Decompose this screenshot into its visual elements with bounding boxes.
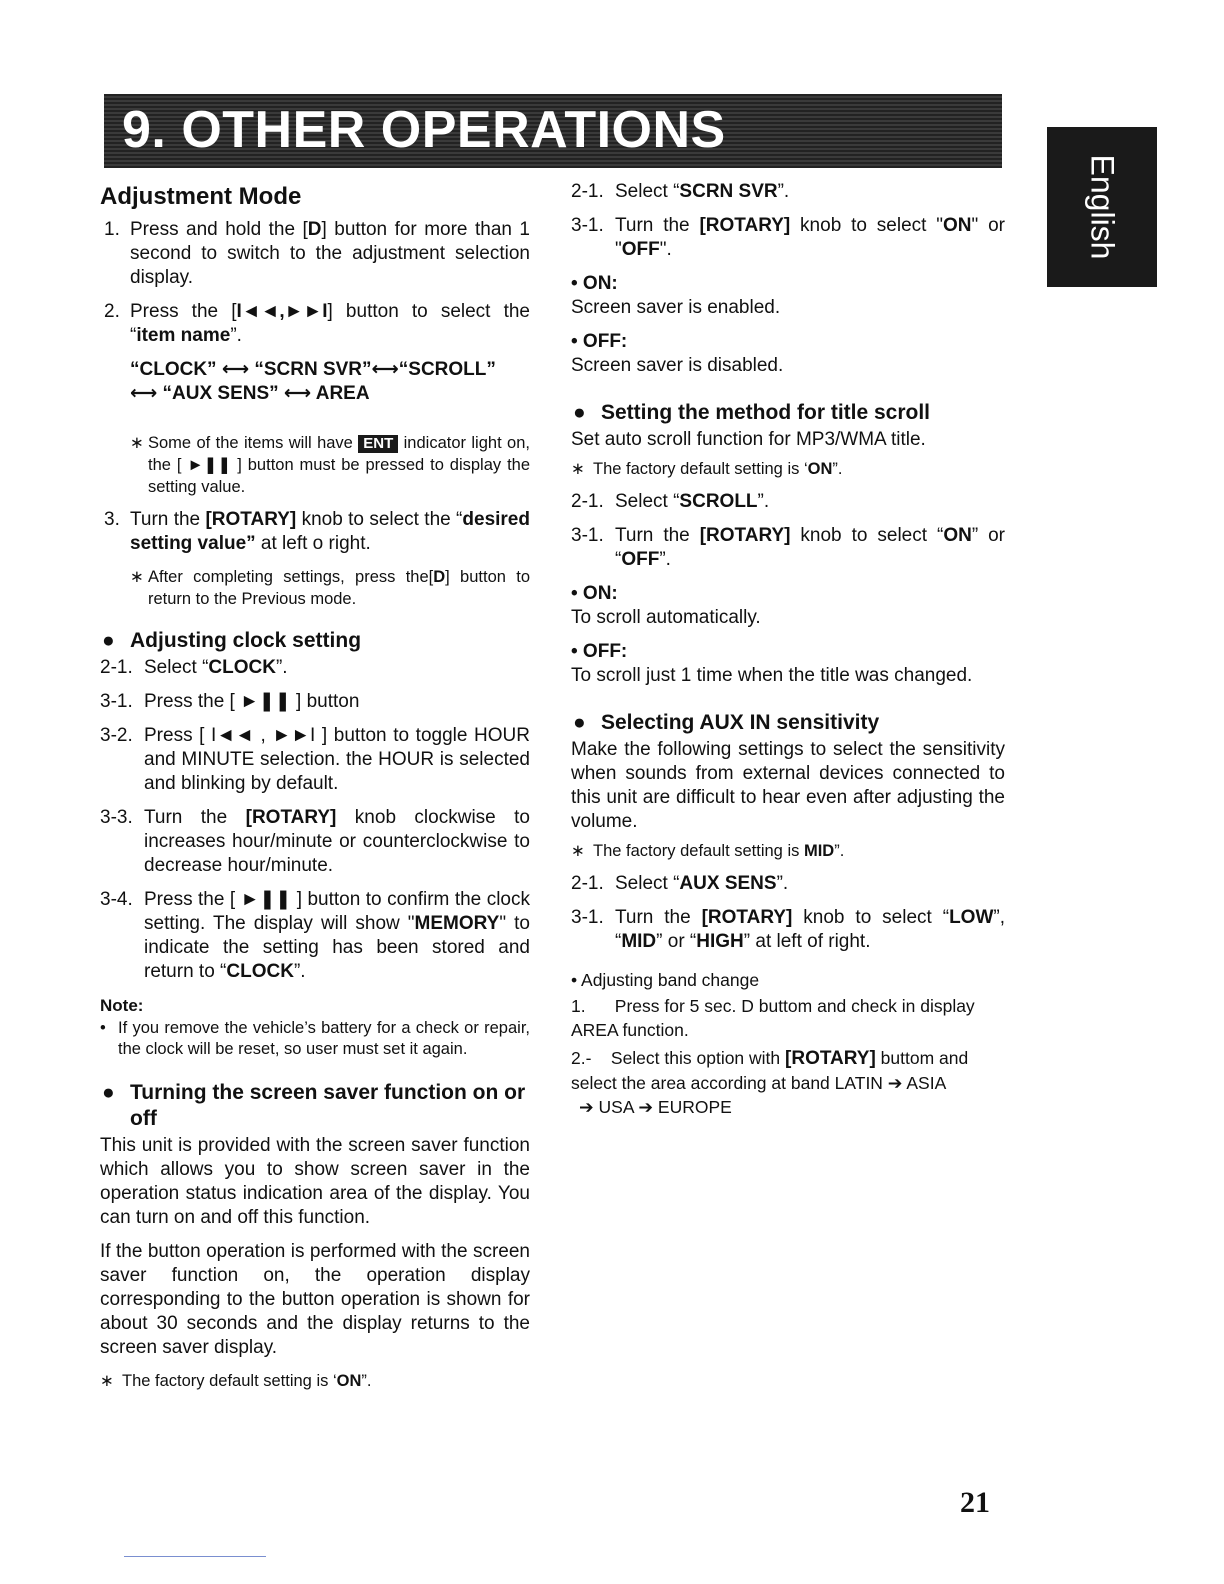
step-number: 3-3. [100,807,133,828]
step-1 [100,218,530,290]
step-text: ”. [230,325,242,346]
step-text: ] button for more than 1 second to switch to the adjustment selection display. [130,219,530,288]
step-number: 2-1. [100,657,133,678]
asterisk-icon: ∗ [100,1372,114,1390]
aux-step-2-1 [571,872,1005,896]
band-change-block [571,968,1005,1119]
note-text: ”. [361,1372,372,1390]
clock-step-3-3 [100,806,530,878]
aux-step-3-1 [571,906,1005,954]
step-text: knob to select the “ [296,509,463,530]
bold-term: MID [803,842,835,860]
title-scroll-default-note [571,458,1005,480]
step-text: ”, “ [615,907,1005,952]
saver-off-text: Screen saver is disabled. [571,355,784,376]
aux-section-heading [571,710,1005,736]
step-text: Turn the [144,807,246,828]
step-text: knob to select “ [792,907,950,928]
step-text: ”. [659,549,671,570]
bold-term: CLOCK [208,657,276,678]
step-number: 3-1. [100,691,133,712]
step-text: Press the [ ►❚❚ ] button to confirm the clock setting. The display will show " [144,889,530,934]
clock-step-3-1 [100,690,530,714]
step-text: " to indicate the setting has been stored and return to “ [144,913,530,982]
step-number: 1. [104,219,120,240]
bullet-icon: ● [573,711,586,734]
step-number: 3-2. [100,725,133,746]
band-change-heading: • Adjusting band change [571,970,760,990]
aux-default-note [571,840,1005,862]
note-text: The factory default setting is ‘ [122,1372,337,1390]
saver-step-2-1 [571,180,1005,204]
footer-rule [124,1556,266,1557]
battery-note [100,1018,530,1060]
clock-step-2-1 [100,656,530,680]
scroll-on-text: To scroll automatically. [571,607,761,628]
note-heading: Note: [100,996,144,1015]
screen-saver-section-heading [100,1080,530,1132]
section-banner [104,94,1002,168]
note-text: After completing settings, press the[ [148,568,434,586]
step-text: Press the [ ►❚❚ ] button [144,691,360,712]
bold-term: item name [136,325,231,346]
note-text: ”. [834,842,845,860]
key-label: [ROTARY] [699,215,791,236]
step-number: 3-1. [571,525,604,546]
key-label: D [307,219,322,240]
right-column [571,180,1005,1119]
key-label: D [433,568,446,586]
bold-term: OFF [621,549,660,570]
heading-text: Setting the method for title scroll [601,401,931,424]
step-text: Turn the [130,509,206,530]
step-text: knob to select " [790,215,943,236]
screen-saver-default-note [100,1370,530,1392]
step-text: Select “ [615,873,680,894]
scroll-step-2-1 [571,490,1005,514]
step-text: Press the [ [130,301,237,322]
bullet-icon: • [100,1019,106,1037]
item-options [100,358,530,406]
step-text: at left o right. [255,533,371,554]
step-number: 2-1. [571,491,604,512]
step-text: ] button to select the “ [130,301,530,346]
bold-term: CLOCK [226,961,294,982]
item-options-line-1: “CLOCK” ⟷ “SCRN SVR”⟷“SCROLL” [130,359,496,380]
scroll-off-label: • OFF: [571,641,628,662]
note-text: The factory default setting is ‘ [593,460,808,478]
note-text: ”. [832,460,843,478]
note-text: Some of the items will have [148,434,353,452]
step-text: ”. [275,657,288,678]
clock-step-3-4 [100,888,530,984]
bold-term: SCRN SVR [679,181,778,202]
key-label: [ROTARY] [245,807,337,828]
bold-term: OFF [621,239,660,260]
adjustment-mode-heading: Adjustment Mode [100,183,302,210]
bold-term: ON [943,215,972,236]
step-text: knob clockwise to increases hour/minute or counterclockwise to decrease hour/minute. [144,807,530,876]
step-text: Select “ [144,657,209,678]
step-text: ”. [757,491,770,512]
step-text: Press for 5 sec. D buttom and check in display AREA function. [571,996,975,1040]
scroll-on-label: • ON: [571,583,618,604]
heading-text: Selecting AUX IN sensitivity [601,711,880,734]
key-label: [ROTARY] [701,907,793,928]
key-label: [ROTARY] [785,1048,876,1069]
ent-indicator-badge: ENT [358,435,398,453]
step-number: 2.- [571,1048,592,1068]
note-text: ] button to return to the Previous mode. [148,568,531,608]
step-2 [100,300,530,348]
saver-off-label: • OFF: [571,331,628,352]
step-text: Select this option with [610,1048,786,1068]
bullet-icon: ● [102,629,115,652]
title-scroll-section-heading [571,400,1005,426]
step-text: Press and hold the [ [130,219,308,240]
step-text: buttom and select the area according at band LATIN ➔ ASIA [571,1048,969,1093]
note-text: The factory default setting is [593,842,804,860]
bold-term: SCROLL [679,491,758,512]
step-text: Turn the [615,215,700,236]
bold-term: MEMORY [414,913,500,934]
step-text: Turn the [615,525,700,546]
heading-text: Adjusting clock setting [130,629,362,652]
title-scroll-intro: Set auto scroll function for MP3/WMA title. [571,429,926,450]
saver-step-3-1 [571,214,1005,262]
step-3 [100,508,530,556]
key-label: [ROTARY] [699,525,791,546]
screen-saver-paragraph-2: If the button operation is performed with the screen saver function on, the operation display corresponding to the button operation is shown for about 30 seconds and the display returns to the screen saver display. [100,1241,530,1358]
bullet-icon: ● [102,1081,115,1104]
section-title: 9. OTHER OPERATIONS [122,101,726,159]
step-text: Press [ I◄◄ , ►►I ] button to toggle HOUR and MINUTE selection. the HOUR is selected and blinking by default. [144,725,530,794]
note-text: indicator light on, the [ ►❚❚ ] button must be pressed to display the setting value. [148,434,530,496]
bold-term: desired setting value” [130,509,530,554]
step-text: ”. [776,873,789,894]
page-number: 21 [960,1486,990,1519]
language-tab-label: English [1084,154,1121,260]
step-number: 2. [104,301,120,322]
bold-term: ON [336,1372,362,1390]
step-text: ". [659,239,672,260]
band-step-2-line-2: ➔ USA ➔ EUROPE [579,1097,732,1117]
step-text: Select “ [615,491,680,512]
step-text: ” or “ [656,931,697,952]
step-text: ” at left of right. [743,931,871,952]
asterisk-icon: ∗ [130,434,144,452]
key-label: I◄◄,►►I [236,301,328,322]
step-text: ”. [777,181,790,202]
after-settings-note [100,566,530,610]
left-column [100,180,530,1402]
step-text: ” or “ [615,525,1006,570]
step-number: 3. [104,509,120,530]
band-step-1 [571,994,1005,1042]
saver-on-label: • ON: [571,273,618,294]
step-number: 1. [571,996,586,1016]
asterisk-icon: ∗ [571,842,585,860]
aux-intro: Make the following settings to select the sensitivity when sounds from external devices connected to this unit are difficult to hear even after adjusting the volume. [571,739,1005,832]
clock-section-heading [100,628,530,654]
step-text: knob to select “ [790,525,944,546]
step-text: ”. [293,961,306,982]
saver-on-text: Screen saver is enabled. [571,297,781,318]
step-number: 2-1. [571,181,604,202]
bold-term: MID [621,931,657,952]
asterisk-icon: ∗ [571,460,585,478]
bold-term: ON [807,460,833,478]
heading-text: Turning the screen saver function on or off [130,1081,526,1130]
bold-term: HIGH [696,931,744,952]
bold-term: ON [943,525,972,546]
ent-indicator-note [100,432,530,498]
bullet-icon: ● [573,401,586,424]
clock-step-3-2 [100,724,530,796]
bold-term: LOW [949,907,994,928]
step-number: 2-1. [571,873,604,894]
step-number: 3-1. [571,215,604,236]
step-text: Select “ [615,181,680,202]
scroll-off-text: To scroll just 1 time when the title was changed. [571,665,973,686]
band-step-2 [571,1046,1005,1095]
bold-term: AUX SENS [679,873,777,894]
language-tab [1047,127,1157,287]
step-text: " or " [615,215,1005,260]
scroll-step-3-1 [571,524,1005,572]
step-number: 3-1. [571,907,604,928]
screen-saver-paragraph-1: This unit is provided with the screen saver function which allows you to show screen saver in the operation status indication area of the display. You can turn on and off this function. [100,1135,530,1228]
item-options-line-2: ⟷ “AUX SENS” ⟷ AREA [130,383,370,404]
step-text: Turn the [615,907,702,928]
asterisk-icon: ∗ [130,568,144,586]
step-number: 3-4. [100,889,133,910]
note-text: If you remove the vehicle’s battery for a check or repair, the clock will be reset, so user must set it again. [118,1019,530,1058]
key-label: [ROTARY] [205,509,297,530]
